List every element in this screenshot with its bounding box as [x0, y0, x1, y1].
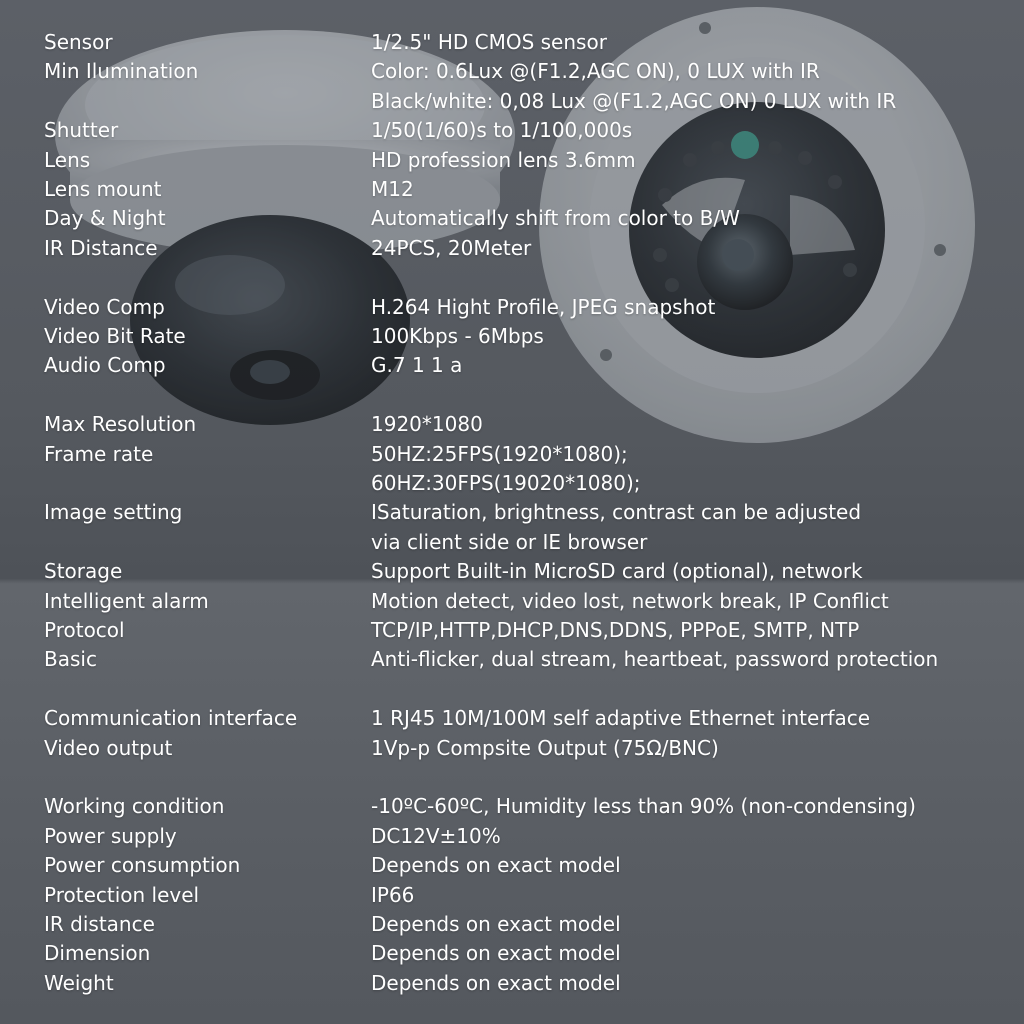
spec-value: 1 RJ45 10M/100M self adaptive Ethernet interface: [371, 706, 871, 730]
spec-row: [0, 703, 1024, 733]
spec-value: 1Vp-p Compsite Output (75Ω/BNC): [371, 736, 719, 760]
spec-row: [0, 203, 1024, 233]
spec-row: [0, 56, 1024, 86]
spec-label: Max Resolution: [44, 412, 197, 436]
spec-value: HD profession lens 3.6mm: [371, 148, 636, 172]
spec-value: Depends on exact model: [371, 912, 621, 936]
spec-label: Weight: [44, 971, 114, 995]
spec-value: 60HZ:30FPS(19020*1080);: [371, 471, 641, 495]
spec-row: [0, 27, 1024, 57]
spec-label: Storage: [44, 559, 123, 583]
spec-row: [0, 850, 1024, 880]
spec-value: 24PCS, 20Meter: [371, 236, 532, 260]
spec-value: 1/50(1/60)s to 1/100,000s: [371, 118, 633, 142]
spec-value: IP66: [371, 883, 415, 907]
spec-row: [0, 791, 1024, 821]
spec-label: Image setting: [44, 500, 183, 524]
spec-label: Audio Comp: [44, 353, 166, 377]
spec-value: 50HZ:25FPS(1920*1080);: [371, 442, 628, 466]
spec-row: [0, 321, 1024, 351]
spec-label: Video Bit Rate: [44, 324, 186, 348]
spec-row: [0, 292, 1024, 322]
spec-row: [0, 938, 1024, 968]
spec-label: Day & Night: [44, 206, 166, 230]
spec-value: Automatically shift from color to B/W: [371, 206, 740, 230]
spec-row: [0, 527, 1024, 557]
spec-value: Motion detect, video lost, network break, IP Conflict: [371, 589, 889, 613]
spec-value: Depends on exact model: [371, 853, 621, 877]
spec-value: via client side or IE browser: [371, 530, 648, 554]
spec-row: [0, 497, 1024, 527]
spec-label: Dimension: [44, 941, 151, 965]
spec-row: [0, 174, 1024, 204]
spec-label: Communication interface: [44, 706, 298, 730]
spec-row: [0, 644, 1024, 674]
spec-label: Protection level: [44, 883, 200, 907]
spec-row: [0, 821, 1024, 851]
spec-row: [0, 909, 1024, 939]
spec-value: 1920*1080: [371, 412, 483, 436]
spec-value: 100Kbps - 6Mbps: [371, 324, 544, 348]
spec-value: DC12V±10%: [371, 824, 501, 848]
spec-row: [0, 409, 1024, 439]
spec-row: [0, 468, 1024, 498]
spec-value: TCP/IP,HTTP,DHCP,DNS,DDNS, PPPoE, SMTP, NTP: [371, 618, 860, 642]
spec-value: 1/2.5" HD CMOS sensor: [371, 30, 607, 54]
spec-value: Color: 0.6Lux @(F1.2,AGC ON), 0 LUX with IR: [371, 59, 820, 83]
spec-row: [0, 586, 1024, 616]
spec-label: Sensor: [44, 30, 113, 54]
spec-value: Anti-flicker, dual stream, heartbeat, password protection: [371, 647, 939, 671]
spec-row: [0, 439, 1024, 469]
spec-value: Depends on exact model: [371, 941, 621, 965]
spec-row: [0, 350, 1024, 380]
spec-row: [0, 145, 1024, 175]
spec-row: [0, 86, 1024, 116]
spec-label: Shutter: [44, 118, 119, 142]
spec-label: IR distance: [44, 912, 155, 936]
spec-row: [0, 615, 1024, 645]
spec-row: [0, 733, 1024, 763]
spec-value: ISaturation, brightness, contrast can be adjusted: [371, 500, 862, 524]
spec-label: Frame rate: [44, 442, 154, 466]
spec-label: Working condition: [44, 794, 225, 818]
spec-row: [0, 556, 1024, 586]
spec-label: Video Comp: [44, 295, 165, 319]
spec-value: M12: [371, 177, 414, 201]
spec-row: [0, 233, 1024, 263]
spec-row: [0, 968, 1024, 998]
spec-value: Black/white: 0,08 Lux @(F1.2,AGC ON) 0 LUX with IR: [371, 89, 897, 113]
spec-row: [0, 880, 1024, 910]
spec-label: Power consumption: [44, 853, 241, 877]
spec-label: Video output: [44, 736, 173, 760]
spec-label: Power supply: [44, 824, 177, 848]
spec-label: Protocol: [44, 618, 125, 642]
spec-label: Basic: [44, 647, 97, 671]
spec-row: [0, 115, 1024, 145]
spec-label: Lens: [44, 148, 91, 172]
spec-label: Lens mount: [44, 177, 162, 201]
spec-label: Min Ilumination: [44, 59, 199, 83]
spec-label: Intelligent alarm: [44, 589, 209, 613]
spec-value: -10ºC-60ºC, Humidity less than 90% (non-condensing): [371, 794, 916, 818]
spec-value: Support Built-in MicroSD card (optional), network: [371, 559, 863, 583]
spec-value: G.7 1 1 a: [371, 353, 463, 377]
spec-value: H.264 Hight Profile, JPEG snapshot: [371, 295, 716, 319]
spec-value: Depends on exact model: [371, 971, 621, 995]
spec-label: IR Distance: [44, 236, 158, 260]
